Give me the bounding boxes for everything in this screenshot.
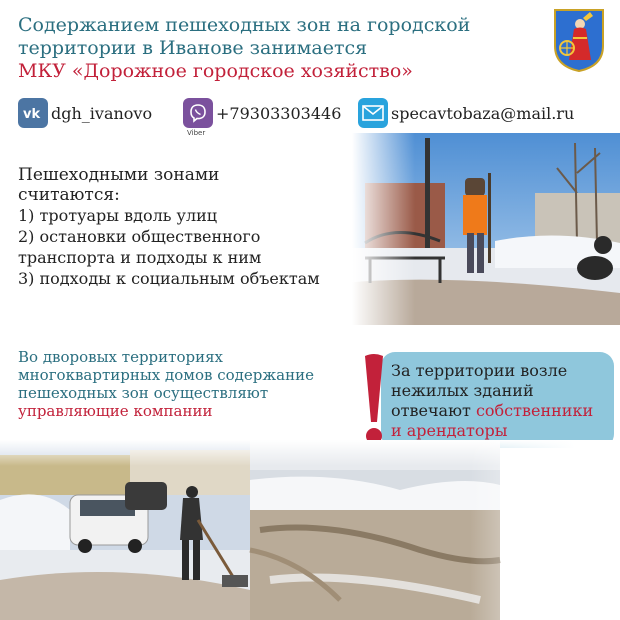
title-line-3: МКУ «Дорожное городское хозяйство» [18,60,413,82]
zones-item: 2) остановки общественного [18,227,261,246]
zones-heading-line-1: Пешеходными зонами [18,165,220,185]
exclamation-icon [362,352,386,448]
title-line-1: Содержанием пешеходных зон на городской [18,14,471,36]
snow-cleaning-photos [0,440,620,620]
viber-contact[interactable] [183,96,342,137]
email-contact[interactable] [358,96,574,130]
owners-line-4: и арендаторы [391,421,508,440]
yards-section [18,348,358,420]
viber-label: Viber [187,129,206,137]
yards-line-3: пешеходных зон осуществляют [18,384,269,402]
viber-phone: +79303303446 [216,103,342,123]
owners-info-box [381,352,614,448]
owners-line-3 [391,401,606,421]
zones-item: 3) подходы к социальным объектам [18,269,320,288]
owners-line-2: нежилых зданий [391,381,534,400]
email-address: specavtobaza@mail.ru [391,103,575,123]
yards-line-4: управляющие компании [18,402,213,420]
coat-of-arms-icon [553,8,605,72]
contacts-row [18,96,608,137]
title-line-2: территории в Иванове занимается [18,37,368,59]
viber-icon [183,98,213,128]
svg-text:vk: vk [23,107,41,120]
vk-icon [18,98,48,128]
zones-heading-line-2: считаются: [18,185,120,205]
owners-line-3-plain: отвечают [391,401,476,420]
yards-line-1: Во дворовых территориях [18,348,224,366]
mail-icon [358,98,388,128]
zones-item: 1) тротуары вдоль улиц [18,206,218,225]
yards-line-2: многоквартирных домов содержание [18,366,314,384]
page-title [18,14,538,83]
zones-item: транспорта и подходы к ним [18,248,262,267]
worker-photo [345,133,620,325]
vk-contact[interactable] [18,96,152,130]
pedestrian-zones-section [18,165,348,289]
owners-line-3-red: собственники [475,401,594,420]
owners-line-1: За территории возле [391,361,568,380]
vk-handle: dgh_ivanovo [51,103,153,123]
